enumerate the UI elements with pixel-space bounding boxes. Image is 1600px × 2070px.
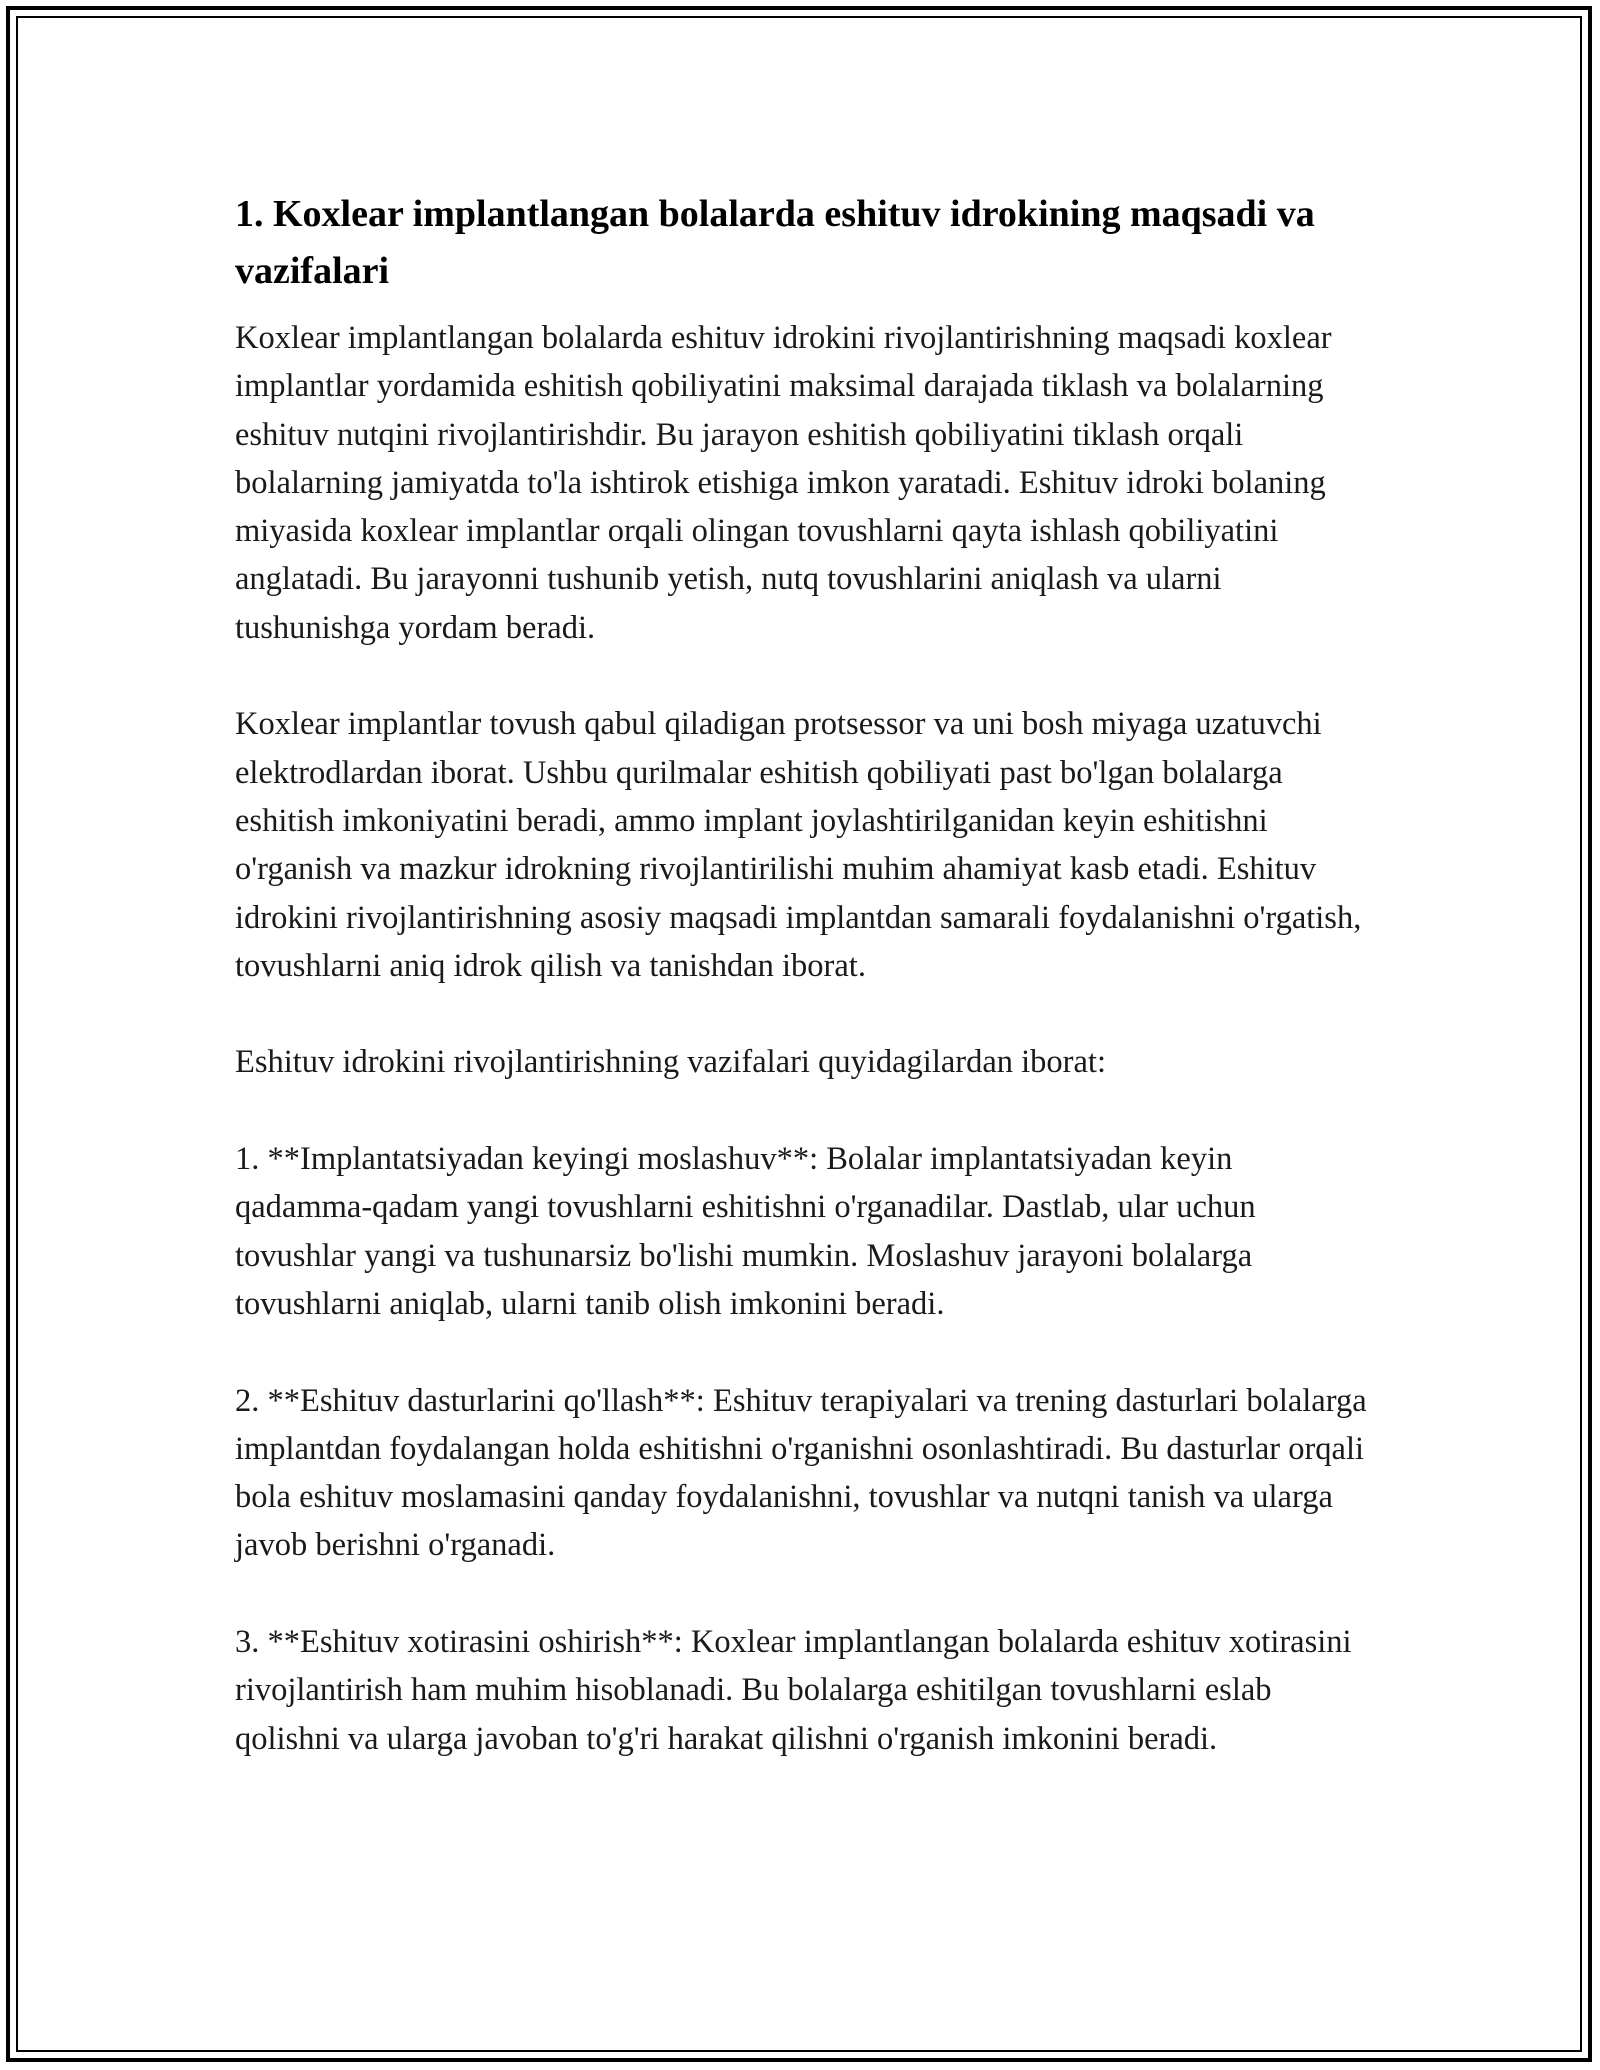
paragraph-tasks-intro: Eshituv idrokini rivojlantirishning vazifalari quyidagilardan iborat: (235, 1044, 1106, 1081)
paragraph-implant-description: Koxlear implantlar tovush qabul qiladigan protsessor va uni bosh miyaga uzatuvchi elektrodlardan iborat. Ushbu qurilmalar eshitish qobiliyati past bo'lgan bolalarga eshitish imkoniyatini beradi, ammo implant joylashtirilganidan keyin eshitishni o'rganish va mazkur idrokning rivojlantirilishi muhim ahamiyat kasb etadi. Eshituv idrokini rivojlantirishning asosiy maqsadi implantdan samarali foydalanishni o'rgatish, tovushlarni aniq idrok qilish va tanishdan iborat. (235, 706, 1362, 984)
list-item-adaptation: 1. **Implantatsiyadan keyingi moslashuv**: Bolalar implantatsiyadan keyin qadamma-qadam yangi tovushlarni eshitishni o'rganadilar. Dastlab, ular uchun tovushlar yangi va tushunarsiz bo'lishi mumkin. Moslashuv jarayoni bolalarga tovushlarni aniqlab, ularni tanib olish imkonini beradi. (235, 1141, 1256, 1322)
paragraph-goal: Koxlear implantlangan bolalarda eshituv idrokini rivojlantirishning maqsadi koxlear implantlar yordamida eshitish qobiliyatini maksimal darajada tiklash va bolalarning eshituv nutqini rivojlantirishdir. Bu jarayon eshitish qobiliyatini tiklash orqali bolalarning jamiyatda to'la ishtirok etishiga imkon yaratadi. Eshituv idroki bolaning miyasida koxlear implantlar orqali olingan tovushlarni qayta ishlash qobiliyatini anglatadi. Bu jarayonni tushunib yetish, nutq tovushlarini aniqlash va ularni tushunishga yordam beradi. (235, 320, 1332, 646)
section-title: 1. Koxlear implantlangan bolalarda eshituv idrokining maqsadi va vazifalari (235, 193, 1315, 292)
list-item-memory: 3. **Eshituv xotirasini oshirish**: Koxlear implantlangan bolalarda eshituv xotirasini rivojlantirish ham muhim hisoblanadi. Bu bolalarga eshitilgan tovushlarni eslab qolishni va ularga javoban to'g'ri harakat qilishni o'rganish imkonini beradi. (235, 1624, 1352, 1757)
document-body (235, 186, 1375, 1811)
list-item-programs: 2. **Eshituv dasturlarini qo'llash**: Eshituv terapiyalari va trening dasturlari bolalarga implantdan foydalangan holda eshitishni o'rganishni osonlashtiradi. Bu dasturlar orqali bola eshituv moslamasini qanday foydalanishni, tovushlar va nutqni tanish va ularga javob berishni o'rganadi. (235, 1382, 1367, 1564)
